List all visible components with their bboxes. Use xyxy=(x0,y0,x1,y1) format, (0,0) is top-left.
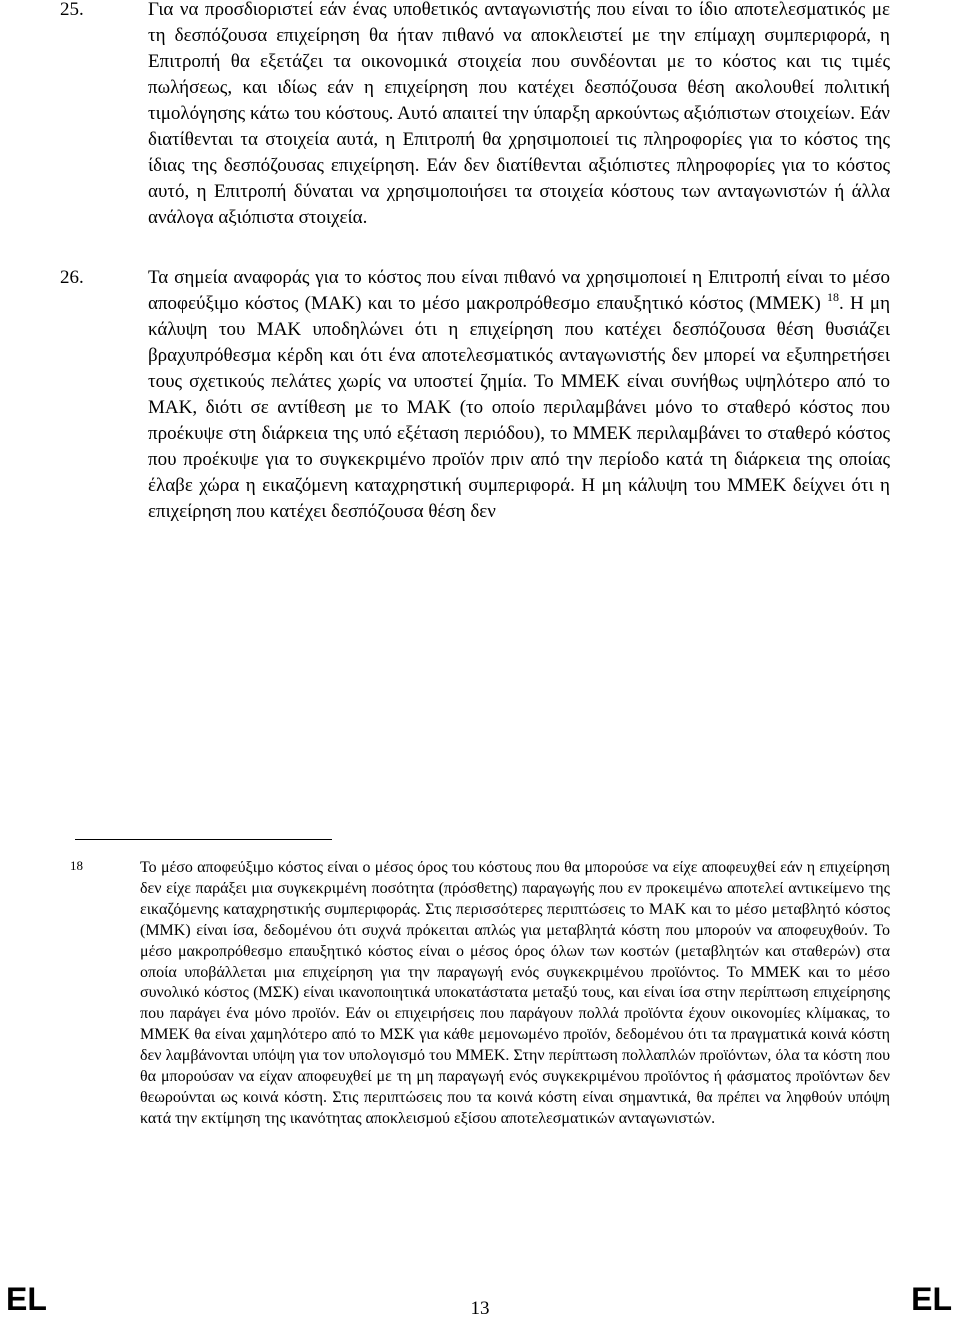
paragraph-25 xyxy=(60,0,890,231)
paragraph-26 xyxy=(60,265,890,525)
paragraph-number: 25. xyxy=(60,0,84,20)
footnote-18 xyxy=(60,858,890,1130)
paragraph-text-after-ref: . Η μη κάλυψη του ΜΑΚ υποδηλώνει ότι η επιχείρηση που κατέχει δεσπόζουσα θέση θυσιάζει βραχυπρόθεσμα κέρδη και ότι ένα αποτελεσματικός ανταγωνιστής δεν μπορεί να εξυπηρετήσει τους σχετικούς πελάτες χωρίς να υποστεί ζημία. Το ΜΜΕΚ είναι συνήθως υψηλότερο από το ΜΑΚ, διότι σε αντίθεση με το ΜΑΚ (το οποίο περιλαμβάνει μόνο το σταθερό κόστος που προέκυψε στη διάρκεια της υπό εξέταση περιόδου), το ΜΜΕΚ περιλαμβάνει το σταθερό κόστος που προέκυψε για το συγκεκριμένο προϊόν πριν από την περίοδο κατά τη διάρκεια της οποίας έλαβε χώρα η εικαζόμενη καταχρηστική συμπεριφορά. Η μη κάλυψη του ΜΜΕΚ δείχνει ότι η επιχείρηση που κατέχει δεσπόζουσα θέση δεν xyxy=(148,293,891,522)
page-number: 13 xyxy=(470,1298,490,1319)
paragraph-number: 26. xyxy=(60,267,84,288)
language-code-right: EL xyxy=(911,1281,952,1317)
footnote-text: Το μέσο αποφεύξιμο κόστος είναι ο μέσος όρος του κόστους που θα μπορούσε να είχε αποφευχθεί εάν η επιχείρηση δεν είχε παράξει μια συγκεκριμένη ποσότητα (πρόσθετης) παραγωγής που εν προκειμένω αποτελεί αντικείμενο της εικαζόμενης καταχρηστικής συμπεριφοράς. Στις περισσότερες περιπτώσεις το ΜΑΚ και το μέσο μεταβλητό κόστος (ΜΜΚ) είναι ίσα, δεδομένου ότι συχνά πρόκειται απλώς για μεταβλητά κόστη που μπορούν να αποφευχθούν. Το μέσο μακροπρόθεσμο επαυξητικό κόστος είναι ο μέσος όρος όλων των κοστών (μεταβλητών και σταθερών) στα οποία υποβάλλεται μια επιχείρηση για την παραγωγή ενός συγκεκριμένου προϊόντος. Το ΜΜΕΚ και το μέσο συνολικό κόστος (ΜΣΚ) είναι ικανοποιητικά υποκατάστατα μεταξύ τους, και είναι ίσα στην περίπτωση επιχείρησης που παράγει ένα μόνο προϊόν. Εάν οι επιχειρήσεις που παράγουν πολλά προϊόντα έχουν οικονομίες κλίμακας, το ΜΜΕΚ θα είναι χαμηλότερο από το ΜΣΚ για κάθε μεμονωμένο προϊόν, δεδομένου ότι τα πραγματικά κοινά κόστη δεν λαμβάνονται υπόψη για τον υπολογισμό του ΜΜΕΚ. Στην περίπτωση πολλαπλών προϊόντων, όλα τα κόστη που θα μπορούσαν να είχαν αποφευχθεί με τη μη παραγωγή ενός συγκεκριμένου προϊόντος ή φάσματος προϊόντων δεν θεωρούνται ως κοινά κόστη. Στις περιπτώσεις που τα κοινά κόστη είναι σημαντικά, θα πρέπει να ληφθούν υπόψη κατά την εκτίμηση της ικανότητας αποκλεισμού εξίσου αποτελεσματικών ανταγωνιστών. xyxy=(140,859,890,1127)
language-code-left: EL xyxy=(6,1281,47,1317)
paragraph-text-before-ref: Τα σημεία αναφοράς για το κόστος που είναι πιθανό να χρησιμοποιεί η Επιτροπή είναι το μέσο αποφεύξιμο κόστος (ΜΑΚ) και το μέσο μακροπρόθεσμο επαυξητικό κόστος (ΜΜΕΚ) xyxy=(148,267,890,314)
paragraph-text: Για να προσδιοριστεί εάν ένας υποθετικός ανταγωνιστής που είναι το ίδιο αποτελεσματικός με τη δεσπόζουσα επιχείρηση θα ήταν πιθανό να αποκλειστεί με την επίμαχη συμπεριφορά, η Επιτροπή θα εξετάζει τα οικονομικά στοιχεία που συνδέονται με το κόστος και τις τιμές πωλήσεως, και ιδίως εάν η επιχείρηση που κατέχει δεσπόζουσα θέση ακολουθεί πολιτική τιμολόγησης κάτω του κόστους. Αυτό απαιτεί την ύπαρξη αρκούντως αξιόπιστων στοιχείων. Εάν διατίθενται τα στοιχεία αυτά, η Επιτροπή θα χρησιμοποιεί τις πληροφορίες για το κόστος της ίδιας της δεσπόζουσας επιχείρηση. Εάν δεν διατίθενται αξιόπιστες πληροφορίες για το κόστος αυτό, η Επιτροπή δύναται να χρησιμοποιήσει τα στοιχεία κόστους των ανταγωνιστών ή άλλα ανάλογα αξιόπιστα στοιχεία. xyxy=(148,0,890,228)
footnote-reference[interactable]: 18 xyxy=(827,290,840,304)
paragraph-text xyxy=(148,265,890,525)
footnote-separator xyxy=(75,839,332,840)
footnote-number: 18 xyxy=(70,858,83,873)
